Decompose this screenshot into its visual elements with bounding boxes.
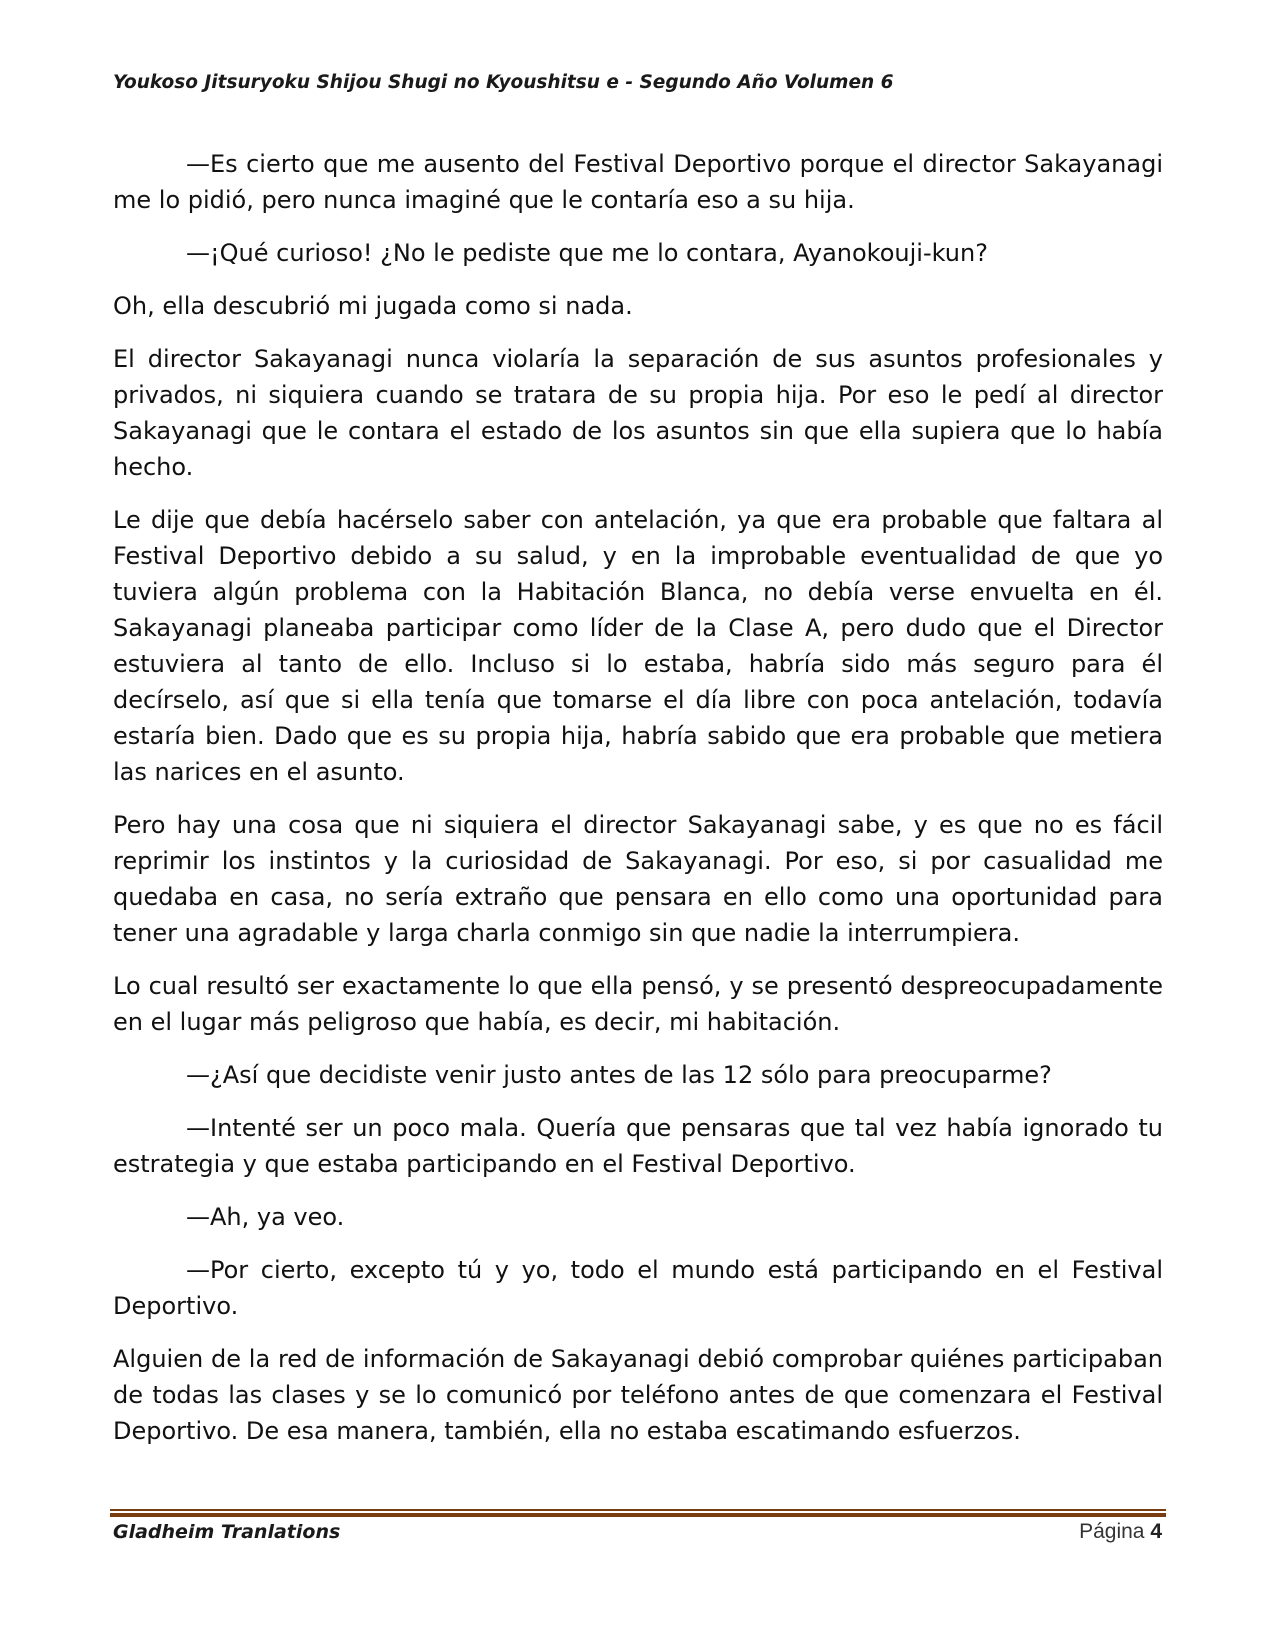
- paragraph-dialogue: —¡Qué curioso! ¿No le pediste que me lo contara, Ayanokouji-kun?: [186, 239, 988, 267]
- paragraph: Pero hay una cosa que ni siquiera el director Sakayanagi sabe, y es que no es fácil reprimir los instintos y la curiosidad de Sakayanagi. Por eso, si por casualidad me quedaba en casa, no sería extraño que pensara en ello como una oportunidad para tener una agradable y larga charla conmigo sin que nadie la interrumpiera.: [113, 811, 1163, 947]
- running-header: Youkoso Jitsuryoku Shijou Shugi no Kyoushitsu e - Segundo Año Volumen 6: [113, 72, 894, 93]
- paragraph: El director Sakayanagi nunca violaría la separación de sus asuntos profesionales y privados, ni siquiera cuando se tratara de su propia hija. Por eso le pedí al director Sakayanagi que le contara el estado de los asuntos sin que ella supiera que lo había hecho.: [113, 345, 1163, 481]
- page-number: 4: [1150, 1520, 1162, 1543]
- paragraph-dialogue: —Intenté ser un poco mala. Quería que pensaras que tal vez había ignorado tu estrategia y que estaba participando en el Festival Deportivo.: [113, 1114, 1163, 1178]
- page-indicator: [1079, 1520, 1162, 1544]
- paragraph: Le dije que debía hacérselo saber con antelación, ya que era probable que faltara al Festival Deportivo debido a su salud, y en la improbable eventualidad de que yo tuviera algún problema con la Habitación Blanca, no debía verse envuelta en él. Sakayanagi planeaba participar como líder de la Clase A, pero dudo que el Director estuviera al tanto de ello. Incluso si lo estaba, habría sido más seguro para él decírselo, así que si ella tenía que tomarse el día libre con poca antelación, todavía estaría bien. Dado que es su propia hija, habría sabido que era probable que metiera las narices en el asunto.: [113, 506, 1163, 786]
- paragraph: Alguien de la red de información de Sakayanagi debió comprobar quiénes participaban de todas las clases y se lo comunicó por teléfono antes de que comenzara el Festival Deportivo. De esa manera, también, ella no estaba escatimando esfuerzos.: [113, 1345, 1163, 1445]
- paragraph: Lo cual resultó ser exactamente lo que ella pensó, y se presentó despreocupadamente en el lugar más peligroso que había, es decir, mi habitación.: [113, 972, 1163, 1036]
- paragraph-dialogue: —¿Así que decidiste venir justo antes de las 12 sólo para preocuparme?: [186, 1061, 1052, 1089]
- paragraph-dialogue: —Es cierto que me ausento del Festival Deportivo porque el director Sakayanagi me lo pidió, pero nunca imaginé que le contaría eso a su hija.: [113, 150, 1163, 214]
- page-label: Página: [1079, 1520, 1145, 1543]
- paragraph-dialogue: —Por cierto, excepto tú y yo, todo el mundo está participando en el Festival Deportivo.: [113, 1256, 1163, 1320]
- footer-rule-thin: [110, 1509, 1166, 1511]
- publisher-name: Gladheim Tranlations: [113, 1521, 341, 1543]
- paragraph-dialogue: —Ah, ya veo.: [186, 1203, 345, 1231]
- footer-rule-thick: [110, 1513, 1166, 1517]
- page-body: [113, 146, 1163, 1466]
- paragraph: Oh, ella descubrió mi jugada como si nada.: [113, 292, 633, 320]
